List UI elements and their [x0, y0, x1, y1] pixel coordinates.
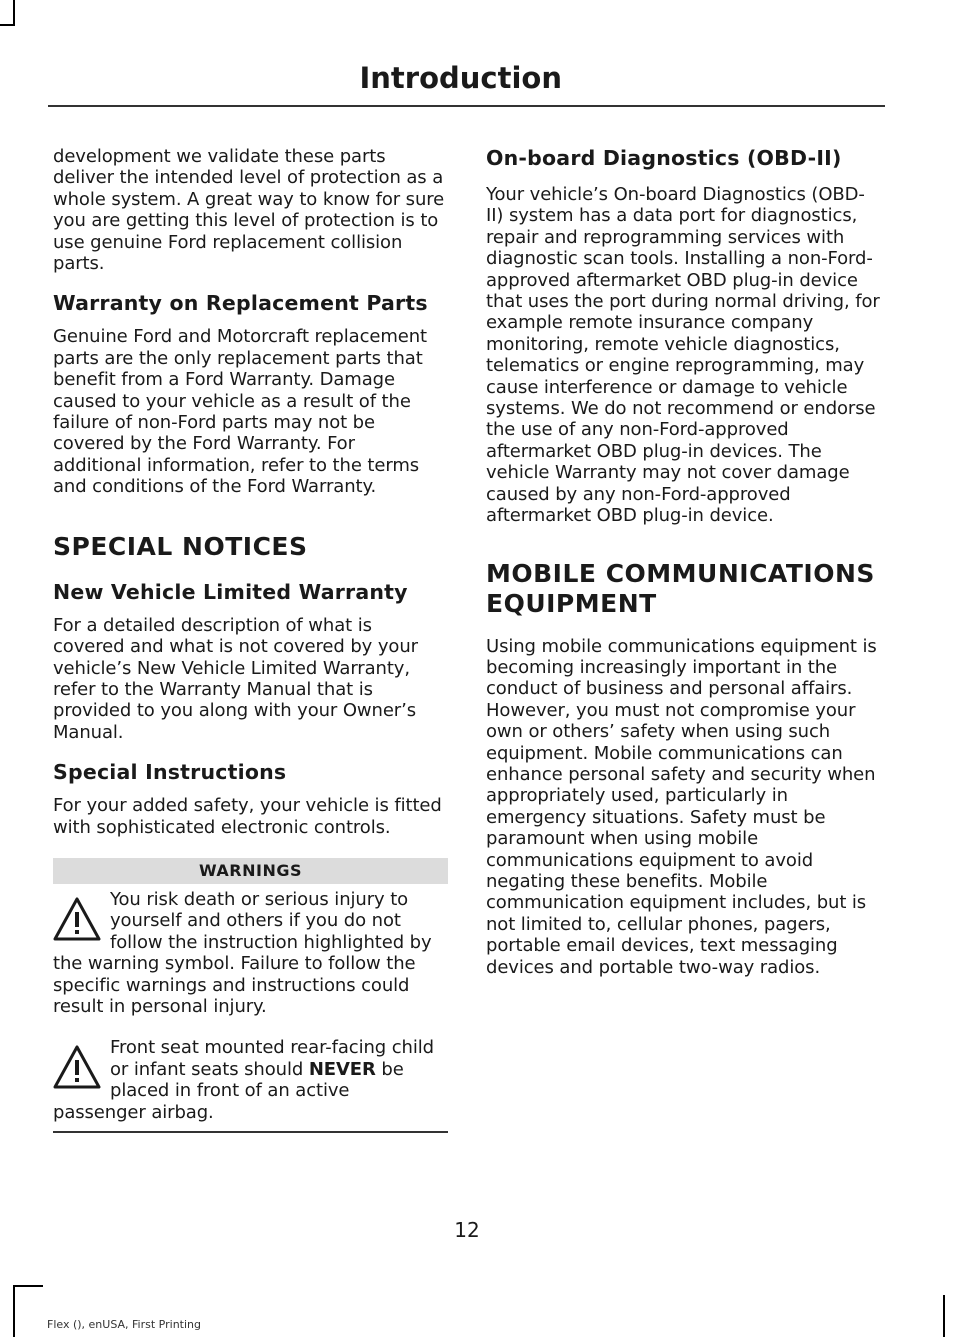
obd-paragraph: Your vehicle’s On-board Diagnostics (OBD-II) system has a data port for diagnostics, repair and reprogramming services with diagnostic scan tools. Installing a non-Ford-approved aftermarket OBD plug-in device that uses the port during normal driving, for example remote insurance company monitoring, remote vehicle diagnostics, telematics or engine reprogramming, may cause interference or damage to vehicle systems. We do not recommend or endorse the use of any non-Ford-approved aftermarket OBD plug-in devices. The vehicle Warranty may not cover damage caused by any non-Ford-approved aftermarket OBD plug-in device.: [486, 184, 880, 527]
nvlw-paragraph: For a detailed description of what is covered and what is not covered by your vehicle’s New Vehicle Limited Warranty, refer to the Warranty Manual that is provided to you along with your Owner’s Manual.: [53, 614, 418, 743]
warning-text: [53, 1037, 448, 1123]
emphasis-never: NEVER: [308, 1058, 376, 1080]
nvlw-heading: New Vehicle Limited Warranty: [53, 579, 408, 604]
warranty-heading: Warranty on Replacement Parts: [53, 291, 428, 316]
warnings-header: WARNINGS: [53, 858, 448, 884]
warning-text-part: be placed in front of an active: [110, 1058, 404, 1102]
page-section-title: Introduction: [359, 61, 562, 95]
warning-text: [53, 889, 448, 1017]
crop-mark: [0, 24, 15, 26]
special-instructions-heading: Special Instructions: [53, 760, 287, 785]
mobile-paragraph: Using mobile communications equipment is becoming increasingly important in the conduct of business and personal affairs. However, you must not compromise your own or others’ safety when using such equipment. Mobile communications can enhance personal safety and security when appropriately used, particularly in emergency situations. Safety must be paramount when using mobile communications equipment to avoid negating these benefits. Mobile communication equipment includes, but is not limited to, cellular phones, pagers, portable email devices, text messaging devices and portable two-way radios.: [486, 635, 877, 978]
warning-item: [53, 1037, 448, 1123]
warning-text-continued: passenger airbag.: [53, 1101, 214, 1123]
warning-text-part: Front seat mounted rear-facing child or infant seats should: [110, 1037, 434, 1080]
warnings-box: [53, 858, 448, 1133]
crop-mark: [943, 1295, 945, 1337]
crop-mark: [13, 0, 15, 26]
special-notices-heading: SPECIAL NOTICES: [53, 531, 308, 561]
obd-heading: On-board Diagnostics (OBD-II): [486, 146, 842, 170]
left-column: [53, 146, 448, 1133]
warning-text-indented: You risk death or serious injury to yourself and others if you do not follow the instruction highlighted by: [110, 888, 432, 953]
warnings-bottom-rule: [53, 1131, 448, 1133]
warning-item: [53, 889, 448, 1017]
warranty-paragraph: Genuine Ford and Motorcraft replacement parts are the only replacement parts that benefit from a Ford Warranty. Damage caused to your vehicle as a result of the failure of non-Ford parts may not be covered by the Ford Warranty. For additional information, refer to the terms and conditions of the Ford Warranty.: [53, 326, 428, 498]
warning-text-continued: the warning symbol. Failure to follow the specific warnings and instructions could result in personal injury.: [53, 953, 416, 1017]
crop-mark: [13, 1285, 15, 1337]
edition-footer: Flex (), enUSA, First Printing: [47, 1318, 201, 1331]
mobile-heading-line1: MOBILE COMMUNICATIONS: [486, 558, 875, 588]
page-number: 12: [454, 1218, 480, 1242]
crop-mark: [13, 1285, 43, 1287]
right-column: [486, 146, 881, 978]
warning-triangle-icon: [53, 1045, 101, 1089]
special-instructions-paragraph: For your added safety, your vehicle is fitted with sophisticated electronic controls.: [53, 795, 442, 838]
mobile-heading-line2: EQUIPMENT: [486, 588, 657, 618]
warning-triangle-icon: [53, 897, 101, 941]
intro-paragraph: development we validate these parts deliver the intended level of protection as a whole system. A great way to know for sure you are getting this level of protection is to use genuine Ford replacement collision parts.: [53, 146, 445, 275]
header-divider: [48, 105, 885, 107]
warning-text-indented: [53, 1037, 448, 1101]
